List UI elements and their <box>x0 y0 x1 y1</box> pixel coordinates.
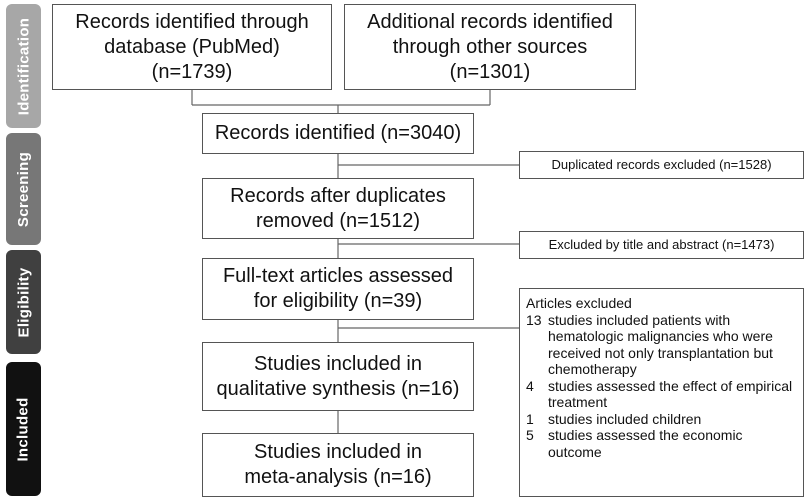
articles-excluded-heading: Articles excluded <box>526 295 632 311</box>
other-sources-box <box>344 4 636 90</box>
duplicates-excluded-box <box>519 151 804 179</box>
list-item <box>526 312 797 378</box>
meta-analysis-box <box>202 433 474 497</box>
after-duplicates-box <box>202 178 474 239</box>
records-identified-box <box>202 113 474 154</box>
phase-label: Identification <box>15 17 33 115</box>
full-text-box <box>202 258 474 320</box>
title-abstract-excluded-box <box>519 231 804 259</box>
item-count: 1 <box>526 410 534 427</box>
list-item <box>526 427 797 460</box>
other-sources-text: Additional records identified through other sources (n=1301) <box>367 10 613 83</box>
duplicates-excluded-text: Duplicated records excluded (n=1528) <box>551 157 772 172</box>
item-count: 13 <box>526 311 542 328</box>
qualitative-synthesis-text: Studies included in qualitative synthesis (n=16) <box>216 352 460 400</box>
articles-excluded-box <box>519 288 804 497</box>
item-count: 4 <box>526 377 534 394</box>
item-text: studies included children <box>548 410 702 427</box>
after-duplicates-text: Records after duplicates removed (n=1512) <box>230 184 446 232</box>
database-records-box <box>52 4 332 90</box>
title-abstract-excluded-text: Excluded by title and abstract (n=1473) <box>548 237 775 252</box>
item-text: studies assessed the economic outcome <box>548 427 743 460</box>
list-item <box>526 378 797 411</box>
item-text: studies assessed the effect of empirical treatment <box>548 377 793 410</box>
phase-label: Screening <box>15 151 33 227</box>
phase-label: Eligibility <box>15 267 33 337</box>
database-records-text: Records identified through database (PubMed) (n=1739) <box>75 10 309 83</box>
meta-analysis-text: Studies included in meta-analysis (n=16) <box>244 441 432 488</box>
full-text-text: Full-text articles assessed for eligibility (n=39) <box>222 265 454 312</box>
phase-label: Included <box>15 396 33 462</box>
item-count: 5 <box>526 427 534 443</box>
list-item <box>526 411 797 428</box>
records-identified-text: Records identified (n=3040) <box>214 122 462 144</box>
qualitative-synthesis-box <box>202 342 474 411</box>
item-text: studies included patients with hematologic malignancies who were received not only transplantation but chemotherapy <box>548 311 773 377</box>
